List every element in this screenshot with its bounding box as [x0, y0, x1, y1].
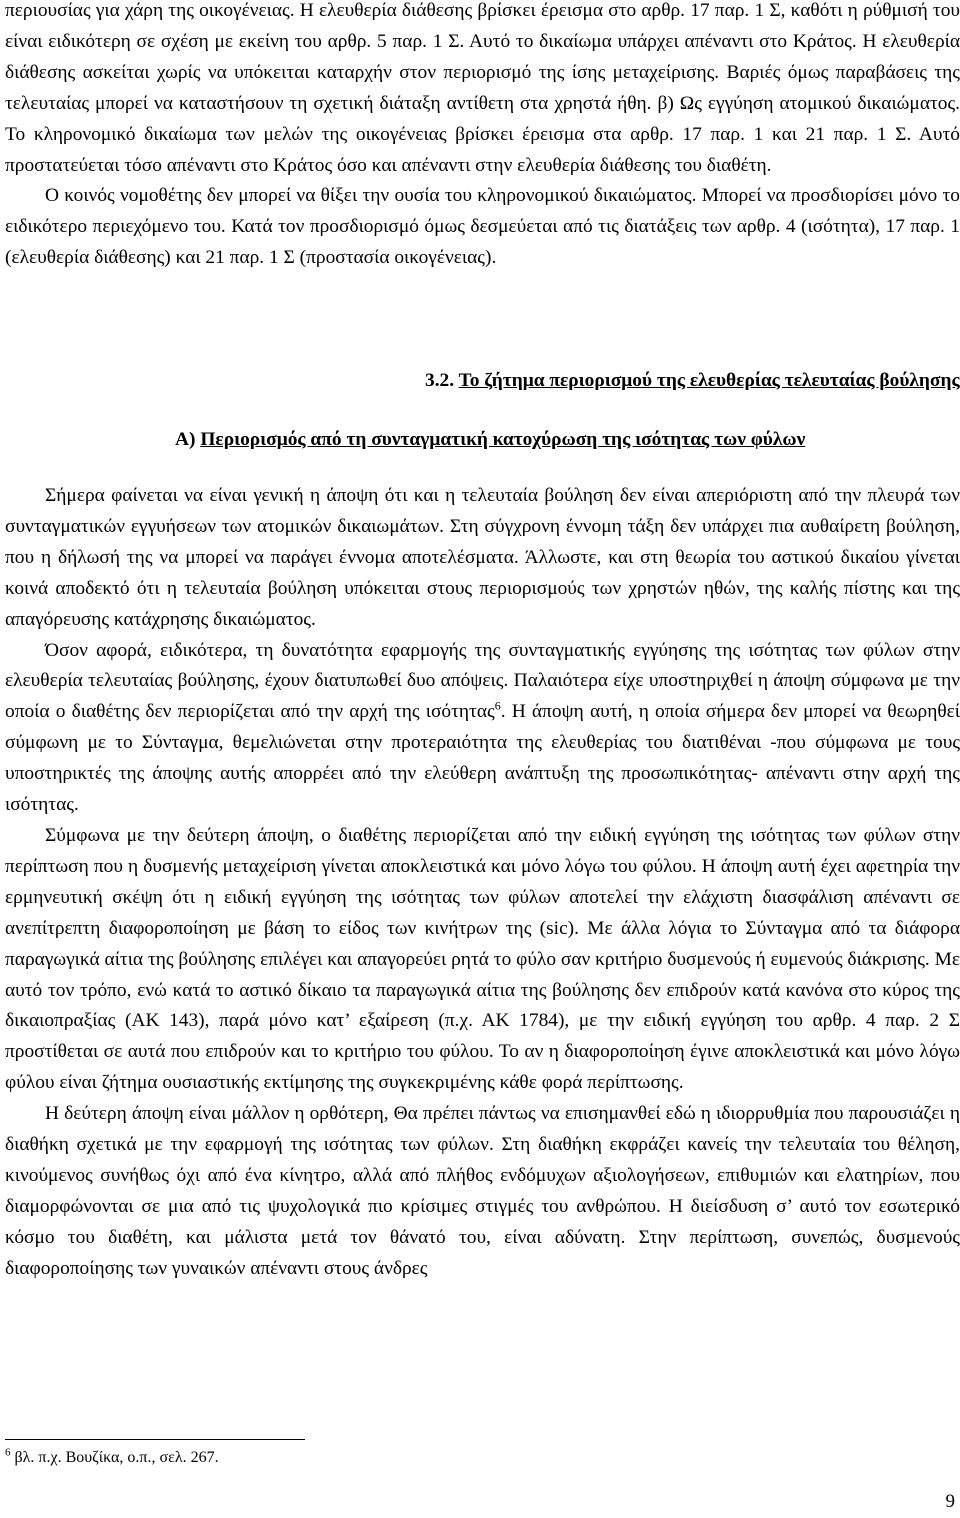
paragraph-inheritance-freedom: περιουσίας για χάρη της οικογένειας. Η ελευθερία διάθεσης βρίσκει έρεισμα στο αρθρ. 17 παρ. 1 Σ, καθότι η ρύθμισή του είναι ειδικότερη σε σχέση με εκείνη του αρθρ. 5 παρ. 1 Σ. Αυτό το δικαίωμα υπάρχει απέναντι στο Κράτος. Η ελευθερία διάθεσης ασκείται χωρίς να υπόκειται καταρχήν στον περιορισμό της ίσης μεταχείρισης. Βαριές όμως παραβάσεις της τελευταίας μπορεί να καταστήσουν τη σχετική διάταξη αντίθετη στα χρηστά ήθη. β) Ως εγγύηση ατομικού δικαιώματος. Το κληρονομικό δικαίωμα των μελών της οικογένειας βρίσκει έρεισμα στα αρθρ. 17 παρ. 1 και 21 παρ. 1 Σ. Αυτό προστατεύεται τόσο απέναντι στο Κράτος όσο και απέναντι στην ελευθερία διάθεσης του διαθέτη. [5, 0, 960, 176]
paragraph-second-view: Σύμφωνα με την δεύτερη άποψη, ο διαθέτης περιορίζεται από την ειδική εγγύηση της ισότητας των φύλων στην περίπτωση που η δυσμενής μεταχείριση γίνεται αποκλειστικά και μόνο λόγω του φύλου. Η άποψη αυτή έχει αφετηρία την ερμηνευτική σκέψη ότι η ειδική εγγύηση της ισότητας των φύλων αποτελεί την ελάχιστη διασφάλιση απέναντι σε ανεπίτρεπτη διαφοροποίηση με βάση το είδος των κινήτρων της (sic). Με άλλα λόγια το Σύνταγμα από τα διάφορα παραγωγικά αίτια της βούλησης επιλέγει και απαγορεύει ρητά το φύλο σαν κριτήριο δυσμενούς ή ευμενούς διάκρισης. Με αυτό τον τρόπο, ενώ κατά το αστικό δίκαιο τα παραγωγικά αίτια της βούλησης δεν επιδρούν κατά κανόνα στο κύρος της δικαιοπραξίας (ΑΚ 143), παρά μόνο κατ’ εξαίρεση (π.χ. ΑΚ 1784), με την ειδική εγγύηση του αρθρ. 4 παρ. 2 Σ προστίθεται σε αυτά που επιδρούν και το κριτήριο του φύλου. Το αν η διαφοροποίηση έγινε αποκλειστικά και μόνο λόγω φύλου είναι ζήτημα ουσιαστικής εκτίμησης της συγκεκριμένης κάθε φορά περίπτωσης. [5, 824, 960, 1094]
paragraph-two-views-part1: Όσον αφορά, ειδικότερα, τη δυνατότητα εφαρμογής της συνταγματικής εγγύησης της ισότητας των φύλων στην ελευθερία τελευταίας βούλησης, έχουν διατυπωθεί δυο απόψεις. Παλαιότερα είχε υποστηριχθεί η άποψη σύμφωνα με την οποία ο διαθέτης δεν περιορίζεται από την αρχή της ισότητας [5, 639, 960, 723]
paragraph-two-views-part2: . Η άποψη αυτή, η οποία σήμερα δεν μπορεί να θεωρηθεί σύμφωνη με το Σύνταγμα, θεμελιώνεται στην προτεραιότητα της ελευθερίας του διατιθέναι -που σύμφωνα με τους υποστηρικτές της άποψης αυτής απορρέει από την ελεύθερη ανάπτυξη της προσωπικότητας- απέναντι στην αρχή της ισότητας. [5, 701, 960, 816]
section-heading-3-2 [425, 366, 960, 396]
paragraph-conclusion: Η δεύτερη άποψη είναι μάλλον η ορθότερη, Θα πρέπει πάντως να επισημανθεί εδώ η ιδιορρυθμία που παρουσιάζει η διαθήκη σχετικά με την εφαρμογή της ισότητας των φύλων. Στη διαθήκη εκφράζει κανείς την τελευταία του θέληση, κινούμενος συνήθως όχι από ένα κίνητρο, αλλά από πλήθος ενδόμυχων αξιολογήσεων, επιθυμιών και ελατηρίων, που διαμορφώνονται σε μια από τις ψυχολογικά πιο κρίσιμες στιγμές του ανθρώπου. Η διείσδυση σ’ αυτό τον εσωτερικό κόσμο του διαθέτη, και μάλιστα μετά τον θάνατό του, είναι αδύνατη. Στην περίπτωση, συνεπώς, δυσμενούς διαφοροποίησης των γυναικών απέναντι στους άνδρες [5, 1103, 960, 1279]
paragraph-legislator: Ο κοινός νομοθέτης δεν μπορεί να θίξει την ουσία του κληρονομικού δικαιώματος. Μπορεί να προσδιορίσει μόνο το ειδικότερο περιεχόμενο του. Κατά τον προσδιορισμό όμως δεσμεύεται από τις διατάξεις των αρθρ. 4 (ισότητα), 17 παρ. 1 (ελευθερία διάθεσης) και 21 παρ. 1 Σ (προστασία οικογένειας). [5, 185, 960, 269]
section-number: 3.2. [425, 370, 455, 391]
paragraph-two-views [5, 636, 960, 821]
paragraph-general-view: Σήμερα φαίνεται να είναι γενική η άποψη ότι και η τελευταία βούληση δεν είναι απεριόριστη από την πλευρά των συνταγματικών εγγυήσεων των ατομικών δικαιωμάτων. Στη σύγχρονη έννομη τάξη δεν υπάρχει πια αυθαίρετη βούληση, που η δήλωσή της να μπορεί να παράγει έννομα αποτελέσματα. Άλλωστε, και στη θεωρία του αστικού δικαίου γίνεται κοινά αποδεκτό ότι η τελευταία βούληση υπόκειται στους περιορισμούς των χρηστών ηθών, της καλής πίστης και της απαγόρευσης κατάχρησης δικαιώματος. [5, 485, 960, 630]
page-content [5, 0, 960, 274]
footnote-number: 6 [5, 1446, 11, 1459]
footnote [5, 1447, 219, 1469]
footnote-separator [5, 1439, 305, 1440]
page-number: 9 [945, 1491, 955, 1512]
footnote-reference[interactable]: 6 [494, 698, 501, 713]
section-title: Το ζήτημα περιορισμού της ελευθερίας τελευταίας βούλησης [458, 370, 960, 391]
subsection-heading-a [175, 425, 805, 455]
subsection-title: Περιορισμός από τη συνταγματική κατοχύρωση της ισότητας των φύλων [200, 429, 806, 450]
footnote-text: βλ. π.χ. Βουζίκα, ο.π., σελ. 267. [14, 1449, 219, 1466]
subsection-label: Α) [175, 429, 196, 450]
section-body [5, 481, 960, 1285]
